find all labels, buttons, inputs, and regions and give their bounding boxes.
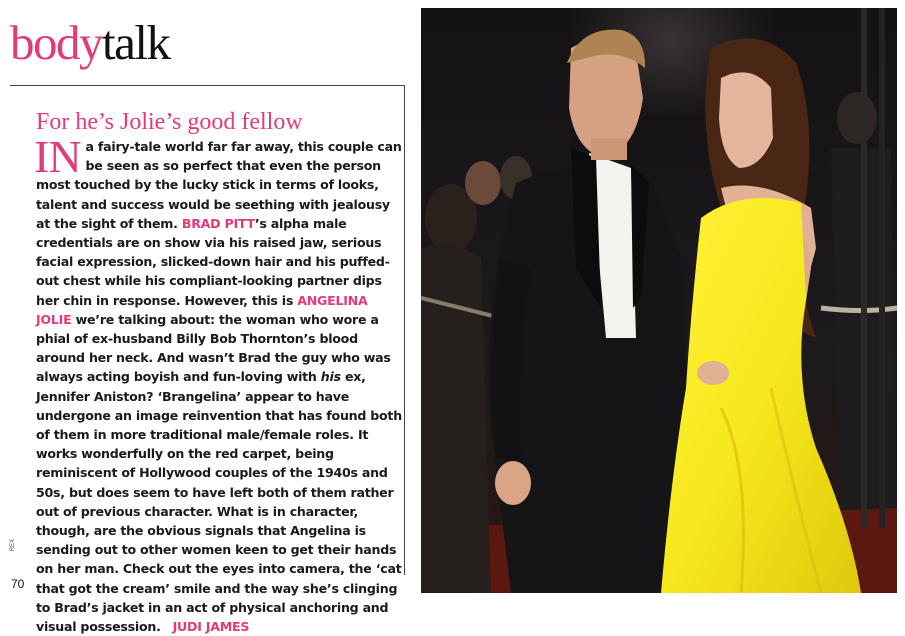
- article-box-right-rule: [404, 85, 405, 575]
- body-text-emphasis: his: [320, 369, 341, 385]
- section-masthead: [10, 15, 170, 70]
- body-text-2: ’s alpha male credentials are on show via his raised jaw, serious facial expression, slicked-down hair and his puffed-out chest while his compliant-looking partner dips her chin in response. However, this is: [36, 215, 390, 308]
- couple-photo-illustration: [421, 8, 897, 593]
- body-text-1: a fairy-tale world far far away, this couple can be seen as so perfect that even the person most touched by the lucky stick in terms of looks, talent and success would be seething with jealousy at the sight of them.: [36, 139, 402, 231]
- page-number: 70: [11, 577, 25, 591]
- article-box-top-rule: [10, 85, 404, 86]
- body-text-3: we’re talking about: the woman who wore a phial of ex-husband Billy Bob Thornton’s blood around her neck. And wasn’t Brad the guy who was always acting boyish and fun-loving with: [36, 311, 391, 385]
- article-headline: For he’s Jolie’s good fellow: [36, 109, 303, 135]
- photo-credit: REX: [10, 538, 16, 552]
- name-brad-pitt: BRAD PITT: [181, 215, 255, 231]
- masthead-talk: talk: [102, 15, 170, 70]
- drop-cap: IN: [34, 131, 81, 182]
- author-byline: JUDI JAMES: [172, 619, 250, 635]
- article-body: [34, 131, 404, 636]
- body-text-4: ex, Jennifer Aniston? ‘Brangelina’ appear to have undergone an image reinvention that has found both of them in more traditional male/female roles. It works wonderfully on the red carpet, being reminiscent of Hollywood couples of the 1940s and 50s, but does seem to have left both of them rather out of previous character. What is in character, though, are the obvious signals that Angelina is sending out to other women keen to get their hands on her man. Check out the eyes into camera, the ‘cat that got the cream’ smile and the way she’s clinging to Brad’s jacket in an act of physical anchoring and visual possession.: [36, 369, 402, 635]
- name-angelina-jolie: ANGELINA JOLIE: [36, 292, 368, 327]
- masthead-body: body: [10, 15, 102, 70]
- red-carpet-photo: [421, 8, 897, 593]
